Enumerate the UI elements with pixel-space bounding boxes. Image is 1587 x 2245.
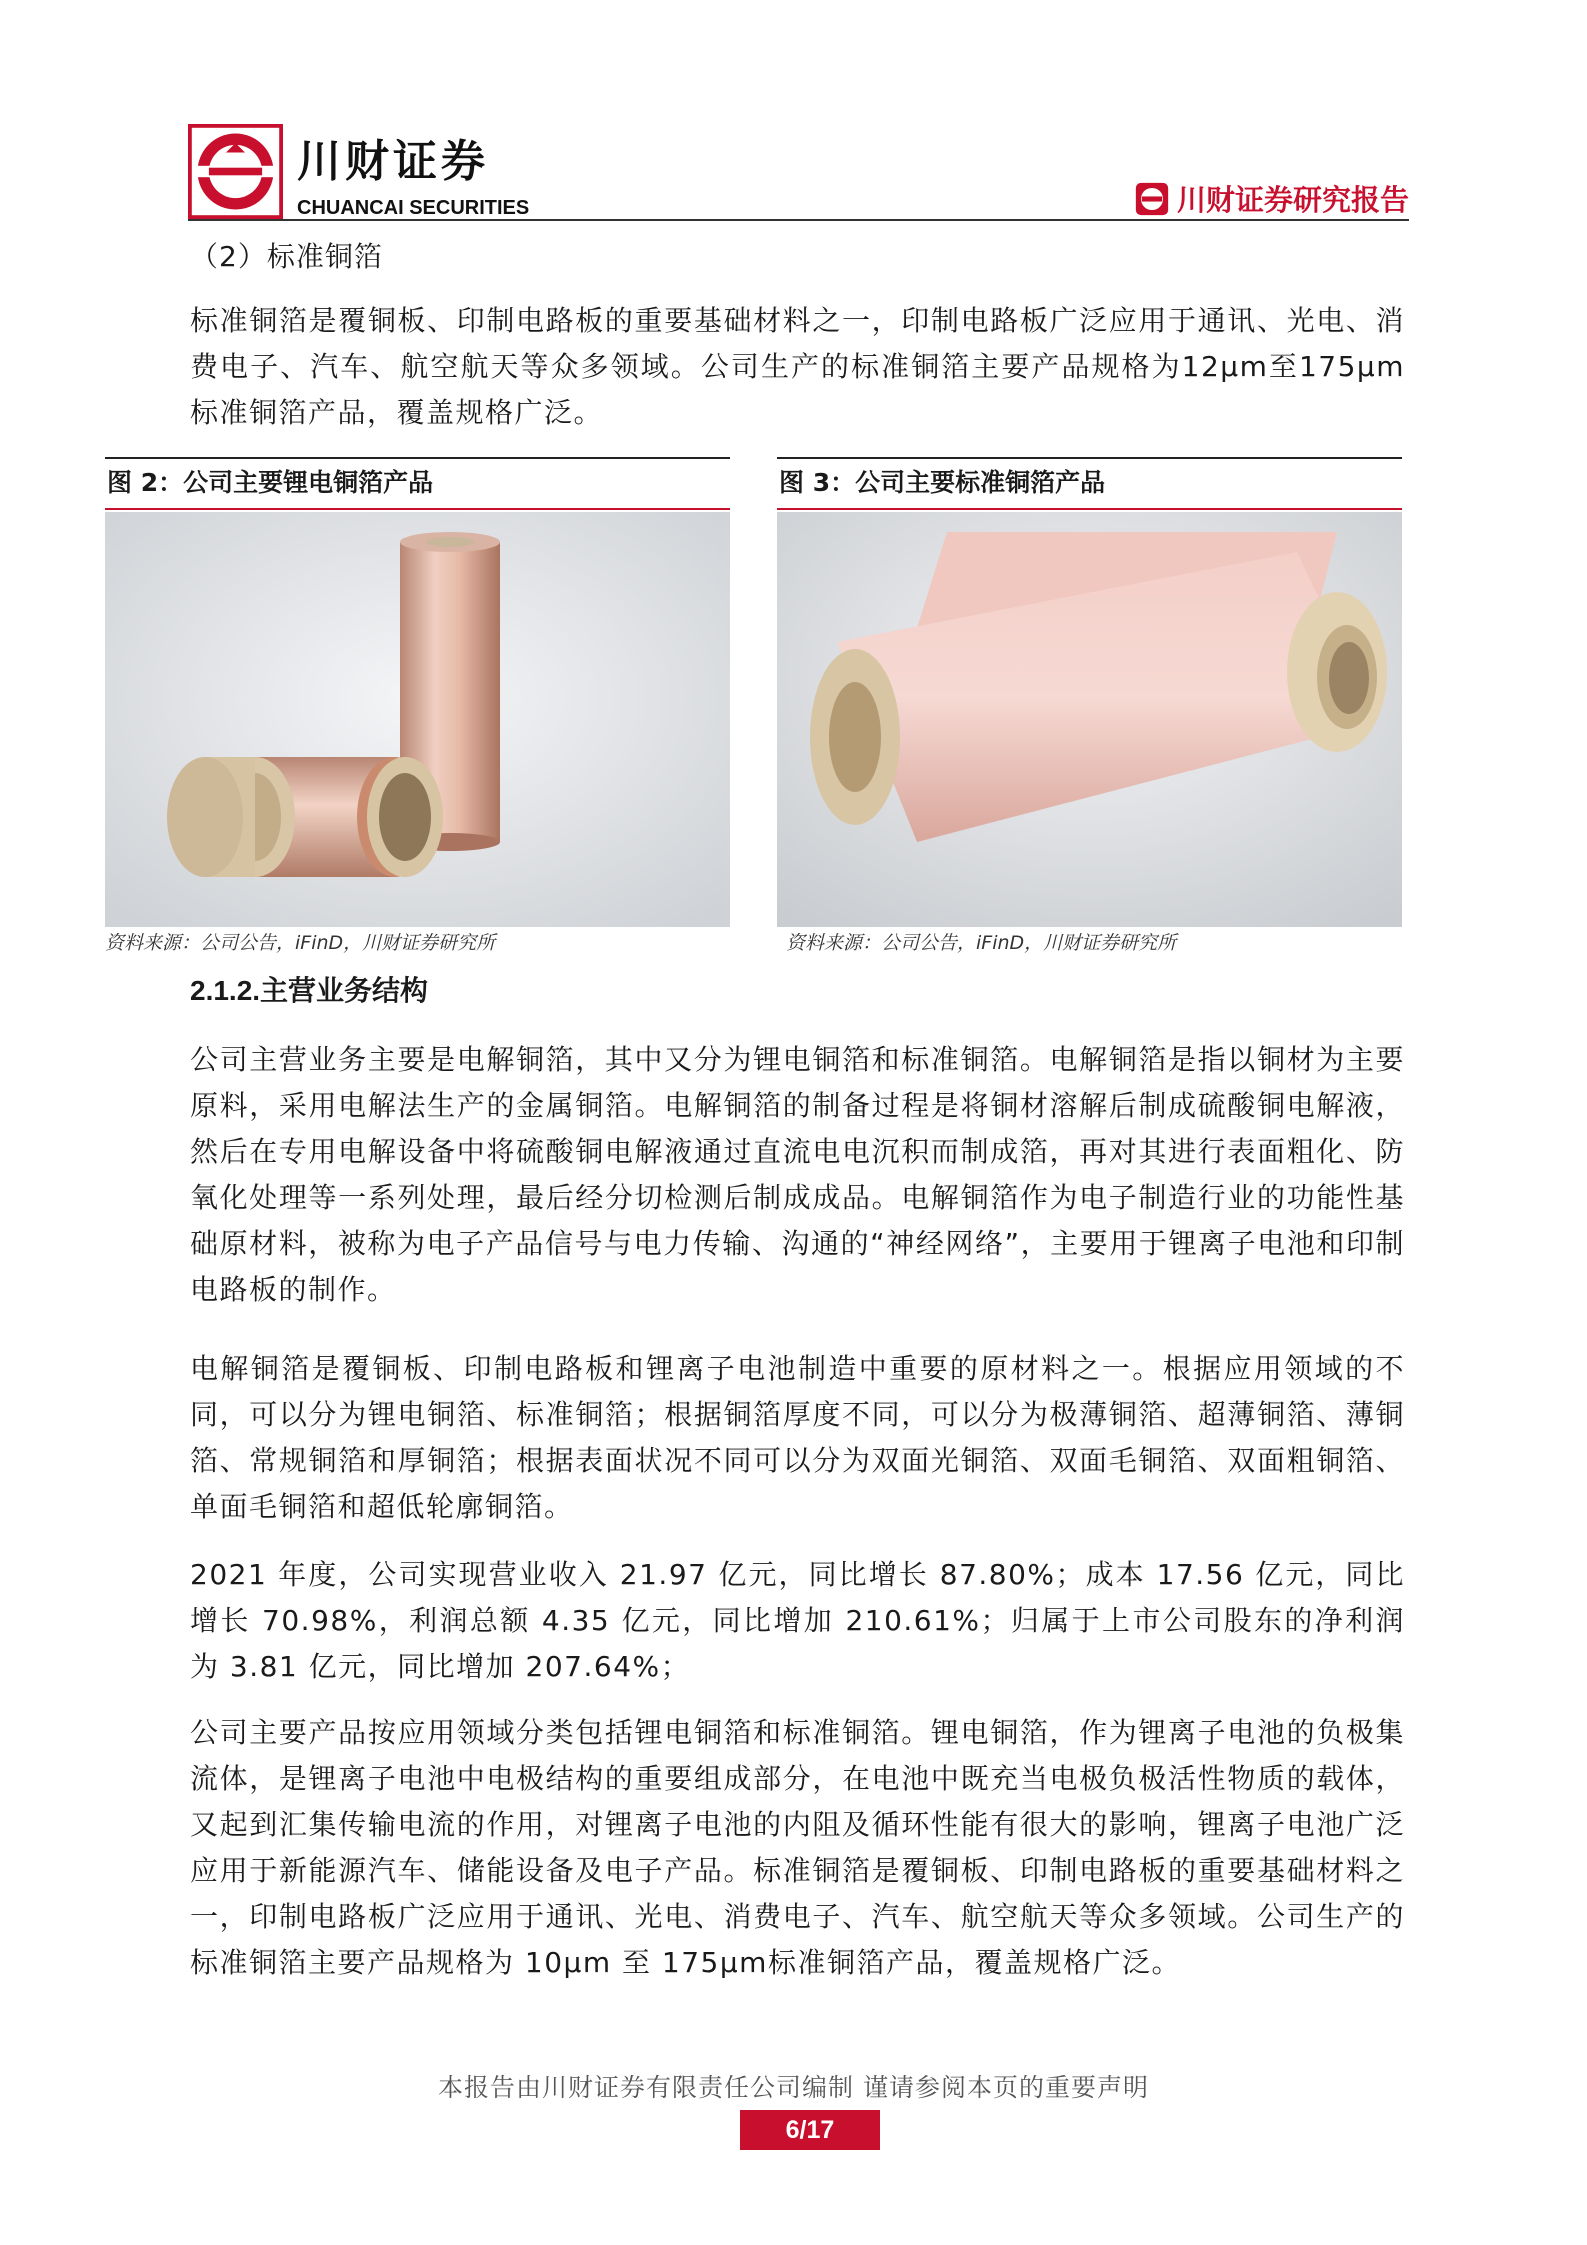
paragraph-main-business: 公司主营业务主要是电解铜箔，其中又分为锂电铜箔和标准铜箔。电解铜箔是指以铜材为主要原料，采用电解法生产的金属铜箔。电解铜箔的制备过程是将铜材溶解后制成硫酸铜电解液，然后在专用电解设备中将硫酸铜电解液通过直流电电沉积而制成箔，再对其进行表面粗化、防氧化处理等一系列处理，最后经分切检测后制成成品。电解铜箔作为电子制造行业的功能性基础原材料，被称为电子产品信号与电力传输、沟通的“神经网络”，主要用于锂离子电池和印制电路板的制作。 (190, 1043, 1405, 1306)
brand-name-cn: 川财证券 (297, 136, 489, 187)
figure-2-title: 图 2：公司主要锂电铜箔产品 (107, 468, 434, 497)
report-tag (1135, 178, 1409, 219)
section-title: 2.1.2.主营业务结构 (190, 975, 429, 1006)
figure-3-top-rule (777, 457, 1402, 459)
report-logo-icon (1135, 182, 1169, 216)
company-logo-icon (188, 124, 283, 219)
report-tag-label: 川财证券研究报告 (1176, 183, 1409, 217)
figure-3-photo (777, 512, 1402, 927)
figure-2-top-rule (105, 457, 730, 459)
header-divider (188, 219, 1409, 221)
figure-2-photo (105, 512, 730, 927)
figure-3-source: 资料来源：公司公告，iFinD，川财证券研究所 (786, 932, 1177, 954)
paragraph-financials: 2021 年度，公司实现营业收入 21.97 亿元，同比增长 87.80%；成本 17.56 亿元，同比增长 70.98%，利润总额 4.35 亿元，同比增加 210.61%；归属于上市公司股东的净利润为 3.81 亿元，同比增加 207.64%； (190, 1558, 1405, 1683)
page-number: 6/17 (740, 2110, 880, 2150)
brand-name-en: CHUANCAI SECURITIES (297, 197, 530, 219)
paragraph-foil-classification: 电解铜箔是覆铜板、印制电路板和锂离子电池制造中重要的原材料之一。根据应用领域的不同，可以分为锂电铜箔、标准铜箔；根据铜箔厚度不同，可以分为极薄铜箔、超薄铜箔、薄铜箔、常规铜箔和厚铜箔；根据表面状况不同可以分为双面光铜箔、双面毛铜箔、双面粗铜箔、单面毛铜箔和超低轮廓铜箔。 (190, 1352, 1405, 1523)
figure-2-source: 资料来源：公司公告，iFinD，川财证券研究所 (105, 932, 496, 954)
paragraph-standard-foil: 标准铜箔是覆铜板、印制电路板的重要基础材料之一，印制电路板广泛应用于通讯、光电、消费电子、汽车、航空航天等众多领域。公司生产的标准铜箔主要产品规格为12μm至175μm标准铜箔产品，覆盖规格广泛。 (190, 304, 1405, 429)
paragraph-products: 公司主要产品按应用领域分类包括锂电铜箔和标准铜箔。锂电铜箔，作为锂离子电池的负极集流体，是锂离子电池中电极结构的重要组成部分，在电池中既充当电极负极活性物质的载体，又起到汇集传输电流的作用，对锂离子电池的内阻及循环性能有很大的影响，锂离子电池广泛应用于新能源汽车、储能设备及电子产品。标准铜箔是覆铜板、印制电路板的重要基础材料之一，印制电路板广泛应用于通讯、光电、消费电子、汽车、航空航天等众多领域。公司生产的标准铜箔主要产品规格为 10μm 至 175μm标准铜箔产品，覆盖规格广泛。 (190, 1716, 1405, 1979)
figure-3-title-underline (777, 508, 1402, 510)
figure-3-title: 图 3：公司主要标准铜箔产品 (779, 468, 1106, 497)
subsection-heading: （2）标准铜箔 (190, 240, 383, 273)
footer-disclaimer: 本报告由川财证券有限责任公司编制 谨请参阅本页的重要声明 (438, 2073, 1149, 2102)
figure-2-title-underline (105, 508, 730, 510)
